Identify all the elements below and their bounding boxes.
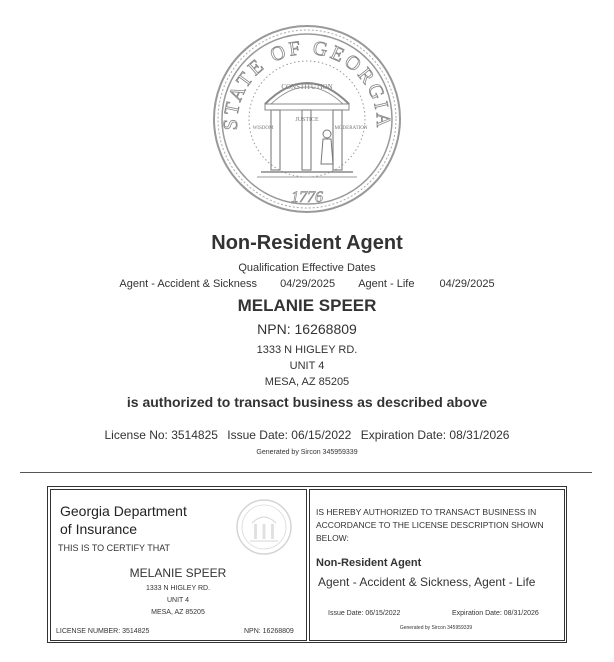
mini-seal-watermark — [236, 497, 292, 559]
address-line-3: MESA, AZ 85205 — [264, 376, 350, 388]
card-address-line-2: UNIT 4 — [166, 597, 190, 604]
address-line-2: UNIT 4 — [289, 360, 325, 372]
authorization-statement: is authorized to transact business as described above — [126, 394, 488, 410]
card-license-number: LICENSE NUMBER: 3514825 — [56, 628, 150, 635]
seal-ring-text: STATE OF GEORGIA — [219, 36, 395, 131]
card-license-type: Non-Resident Agent — [316, 557, 422, 569]
qualification-1-date: 04/29/2025 — [280, 278, 336, 290]
license-number: License No: 3514825 — [104, 428, 218, 442]
card-department-name — [60, 502, 187, 538]
card-address-line-1: 1333 N HIGLEY RD. — [145, 585, 211, 592]
issue-date: Issue Date: 06/15/2022 — [227, 428, 352, 442]
page-title: Non-Resident Agent — [211, 232, 403, 254]
card-certify-text: THIS IS TO CERTIFY THAT — [58, 543, 171, 553]
npn-number: NPN: 16268809 — [257, 321, 357, 337]
seal-banner-center: JUSTICE — [295, 117, 319, 123]
state-of-georgia-seal — [205, 24, 409, 214]
expiration-date: Expiration Date: 08/31/2026 — [360, 428, 510, 442]
seal-banner-left: WISDOM — [252, 126, 274, 131]
card-generated-by: Generated by Sircon 345959339 — [399, 625, 473, 631]
holder-name: MELANIE SPEER — [237, 296, 377, 315]
card-department-line-1: Georgia Department — [60, 503, 187, 519]
qualification-label: Qualification Effective Dates — [238, 262, 376, 274]
qualification-1-name: Agent - Accident & Sickness — [119, 278, 257, 290]
section-divider — [20, 472, 592, 473]
seal-banner-right: MODERATION — [334, 126, 368, 131]
seal-banner-top: CONSTITUTION — [281, 83, 333, 91]
seal-year: 1776 — [291, 189, 323, 206]
address-line-1: 1333 N HIGLEY RD. — [256, 344, 358, 356]
card-authorization-text: IS HEREBY AUTHORIZED TO TRANSACT BUSINESS IN ACCORDANCE TO THE LICENSE DESCRIPTION SHOWN BELOW: — [316, 507, 544, 543]
card-department-line-2: of Insurance — [60, 521, 138, 537]
card-license-classes: Agent - Accident & Sickness, Agent - Life — [318, 575, 536, 589]
card-expiration-date: Expiration Date: 08/31/2026 — [452, 610, 539, 617]
card-issue-date: Issue Date: 06/15/2022 — [328, 610, 401, 617]
qualification-2-date: 04/29/2025 — [439, 278, 495, 290]
license-details — [0, 428, 614, 442]
qualification-row — [0, 278, 614, 290]
card-holder-name: MELANIE SPEER — [129, 566, 227, 580]
card-address-line-3: MESA, AZ 85205 — [151, 609, 205, 616]
generated-by: Generated by Sircon 345959339 — [256, 449, 358, 456]
card-npn: NPN: 16268809 — [244, 628, 294, 635]
qualification-2-name: Agent - Life — [358, 278, 415, 290]
